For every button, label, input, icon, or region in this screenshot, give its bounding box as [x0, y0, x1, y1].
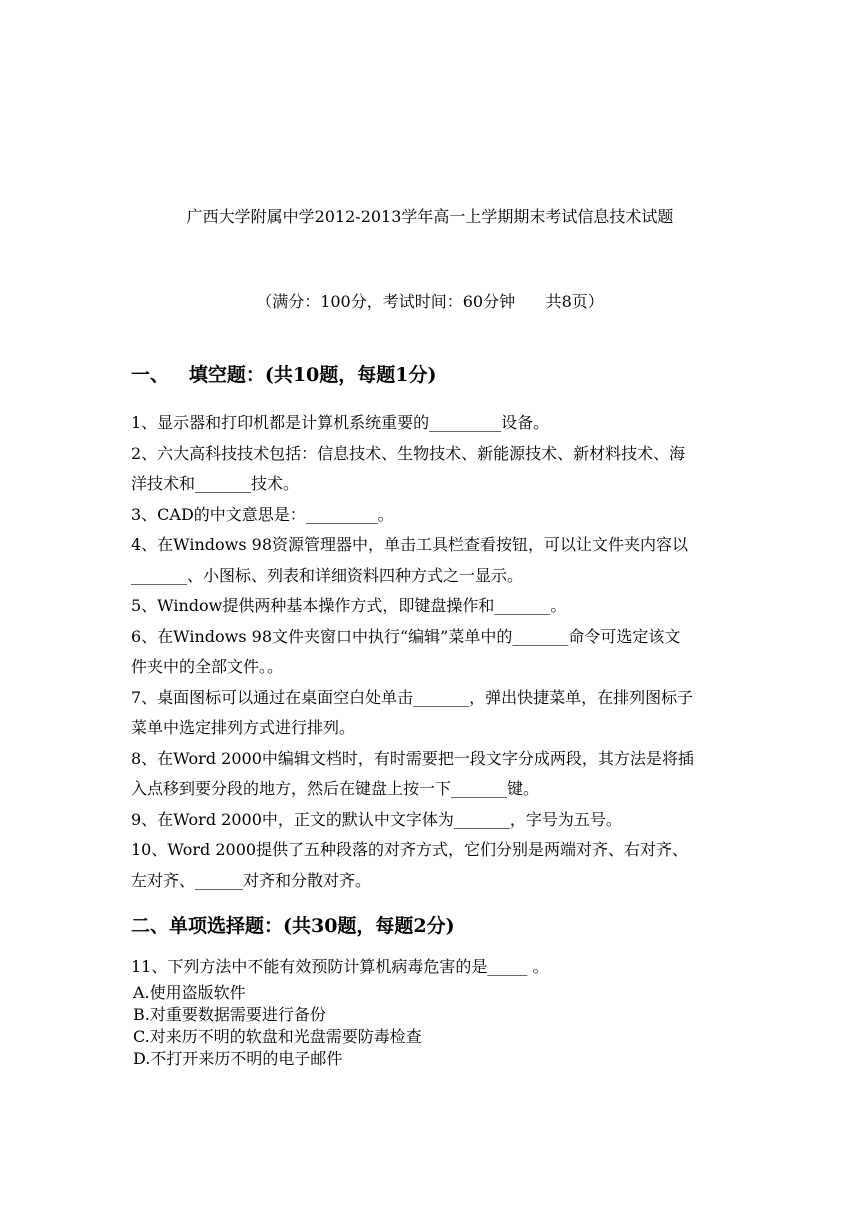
question-line: 8、在Word 2000中编辑文档时，有时需要把一段文字分成两段，其方法是将插	[131, 748, 694, 768]
question-line: 入点移到要分段的地方，然后在键盘上按一下_______键。	[131, 779, 540, 798]
question-line: 6、在Windows 98文件夹窗口中执行“编辑”菜单中的_______命令可选定该文	[131, 626, 681, 646]
question-line: 7、桌面图标可以通过在桌面空白处单击_______，弹出快捷菜单，在排列图标子	[131, 687, 694, 707]
exam-title: 广西大学附属中学2012-2013学年高一上学期期末考试信息技术试题	[186, 207, 674, 226]
question-line: 左对齐、______对齐和分散对齐。	[131, 870, 372, 890]
option-c: C.对来历不明的软盘和光盘需要防毒检查	[133, 1027, 422, 1046]
question-line: 菜单中选定排列方式进行排列。	[131, 718, 356, 737]
question-stem: 11、下列方法中不能有效预防计算机病毒危害的是_____ 。	[131, 957, 549, 976]
question-line: 洋技术和_______技术。	[131, 474, 300, 493]
section-heading-multiple-choice: 二、单项选择题：(共30题，每题2分)	[131, 915, 455, 937]
exam-subtitle: （满分：100分，考试时间：60分钟 共8页）	[256, 292, 604, 311]
question-line: 2、六大高科技技术包括：信息技术、生物技术、新能源技术、新材料技术、海	[131, 443, 686, 463]
option-d: D.不打开来历不明的电子邮件	[133, 1049, 343, 1068]
multiple-choice-question	[131, 955, 731, 1069]
question-line: _______、小图标、列表和详细资料四种方式之一显示。	[131, 565, 524, 585]
question-line: 1、显示器和打印机都是计算机系统重要的_________设备。	[131, 413, 550, 432]
question-line: 10、Word 2000提供了五种段落的对齐方式，它们分别是两端对齐、右对齐、	[131, 840, 689, 859]
option-b: B.对重要数据需要进行备份	[133, 1005, 326, 1024]
question-line: 9、在Word 2000中，正文的默认中文字体为_______，字号为五号。	[131, 809, 622, 829]
question-line: 4、在Windows 98资源管理器中，单击工具栏查看按钮，可以让文件夹内容以	[131, 535, 688, 554]
section-heading-fill-in: 一、 填空题：(共10题，每题1分)	[131, 364, 437, 386]
option-a: A.使用盗版软件	[133, 983, 246, 1002]
question-line: 件夹中的全部文件。。	[131, 657, 284, 676]
question-line: 5、Window提供两种基本操作方式，即键盘操作和_______。	[131, 596, 567, 615]
question-line: 3、CAD的中文意思是：_________。	[131, 504, 394, 524]
fill-in-questions	[131, 408, 731, 896]
